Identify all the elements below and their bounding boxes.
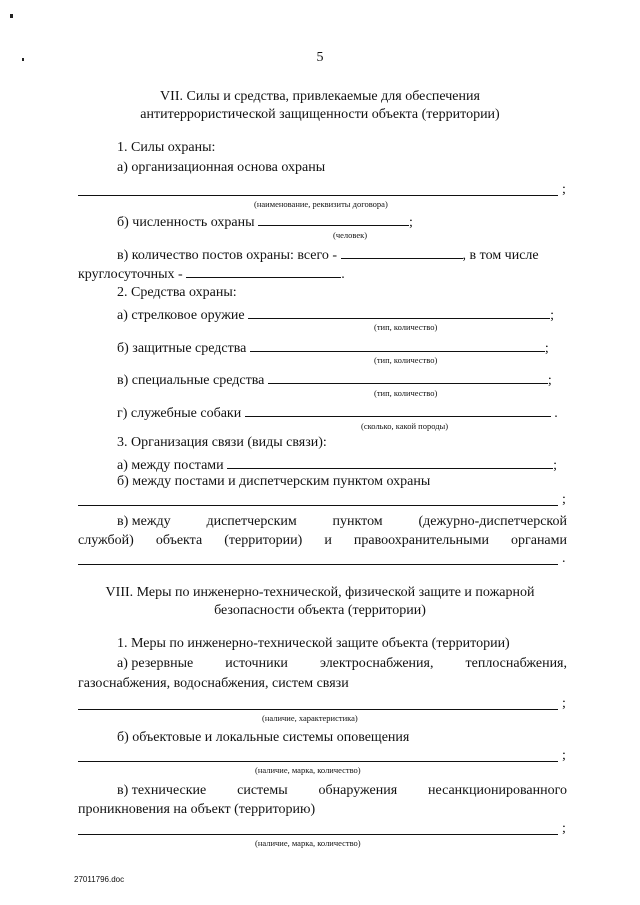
footer-filename: 27011796.doc <box>74 875 125 884</box>
semicolon: ; <box>562 182 566 197</box>
section7-title-line1: VII. Силы и средства, привлекаемые для обеспечения <box>160 89 480 104</box>
fill-line <box>78 564 558 565</box>
fill-line <box>78 709 558 710</box>
item-guard-count: б) численность охраны ; <box>117 212 413 231</box>
item-comms-dispatch: б) между постами и диспетчерским пунктом охраны <box>117 474 431 489</box>
item-intrusion-line1: в) технические системы обнаружения несанкционированного <box>117 783 567 798</box>
caption-type-qty: (тип, количество) <box>374 355 438 365</box>
item-backup-sources-line2: газоснабжения, водоснабжения, систем связи <box>78 676 349 691</box>
semicolon: ; <box>562 696 566 711</box>
section8-title-line1: VIII. Меры по инженерно-технической, физической защите и пожарной <box>105 585 535 600</box>
fill-line <box>78 761 558 762</box>
item-means: 2. Средства охраны: <box>117 285 237 300</box>
caption-contract: (наименование, реквизиты договора) <box>254 199 388 209</box>
section8-title-line2: безопасности объекта (территории) <box>214 603 426 618</box>
item-dogs: г) служебные собаки . <box>117 403 558 422</box>
item-comms-law-line2: службой) объекта (территории) и правоохранительными органами <box>78 533 567 548</box>
semicolon: ; <box>562 821 566 836</box>
caption-type-qty: (тип, количество) <box>374 388 438 398</box>
item-posts-24h: круглосуточных - . <box>78 264 345 283</box>
period: . <box>562 551 566 566</box>
item-comms: 3. Организация связи (виды связи): <box>117 435 327 450</box>
item-comms-law-line1: в) между диспетчерским пунктом (дежурно-диспетчерской <box>117 514 567 529</box>
item-forces: 1. Силы охраны: <box>117 140 216 155</box>
item-comms-posts: а) между постами ; <box>117 455 557 474</box>
fill-line <box>78 505 558 506</box>
caption-brand: (наличие, марка, количество) <box>255 838 361 848</box>
item-backup-sources-line1: а) резервные источники электроснабжения, теплоснабжения, <box>117 656 567 671</box>
semicolon: ; <box>562 748 566 763</box>
item-intrusion-line2: проникновения на объект (территорию) <box>78 802 316 817</box>
section7-title-line2: антитеррористической защищенности объекта (территории) <box>140 107 500 122</box>
item-protective: б) защитные средства ; <box>117 338 549 357</box>
item-posts: в) количество постов охраны: всего - , в том числе <box>117 245 539 264</box>
caption-type-qty: (тип, количество) <box>374 322 438 332</box>
caption-presence: (наличие, характеристика) <box>262 713 358 723</box>
item-special: в) специальные средства ; <box>117 370 552 389</box>
scan-mark <box>10 14 13 18</box>
semicolon: ; <box>562 492 566 507</box>
page-number: 5 <box>316 50 324 65</box>
item-firearms: а) стрелковое оружие ; <box>117 305 554 324</box>
caption-people: (человек) <box>333 230 368 240</box>
caption-dogs: (сколько, какой породы) <box>361 421 449 431</box>
fill-line <box>78 834 558 835</box>
caption-brand: (наличие, марка, количество) <box>255 765 361 775</box>
fill-line <box>78 195 558 196</box>
item-alert-systems: б) объектовые и локальные системы оповещения <box>117 730 410 745</box>
item-forces-basis: а) организационная основа охраны <box>117 160 326 175</box>
item-engineering: 1. Меры по инженерно-технической защите объекта (территории) <box>117 636 510 651</box>
